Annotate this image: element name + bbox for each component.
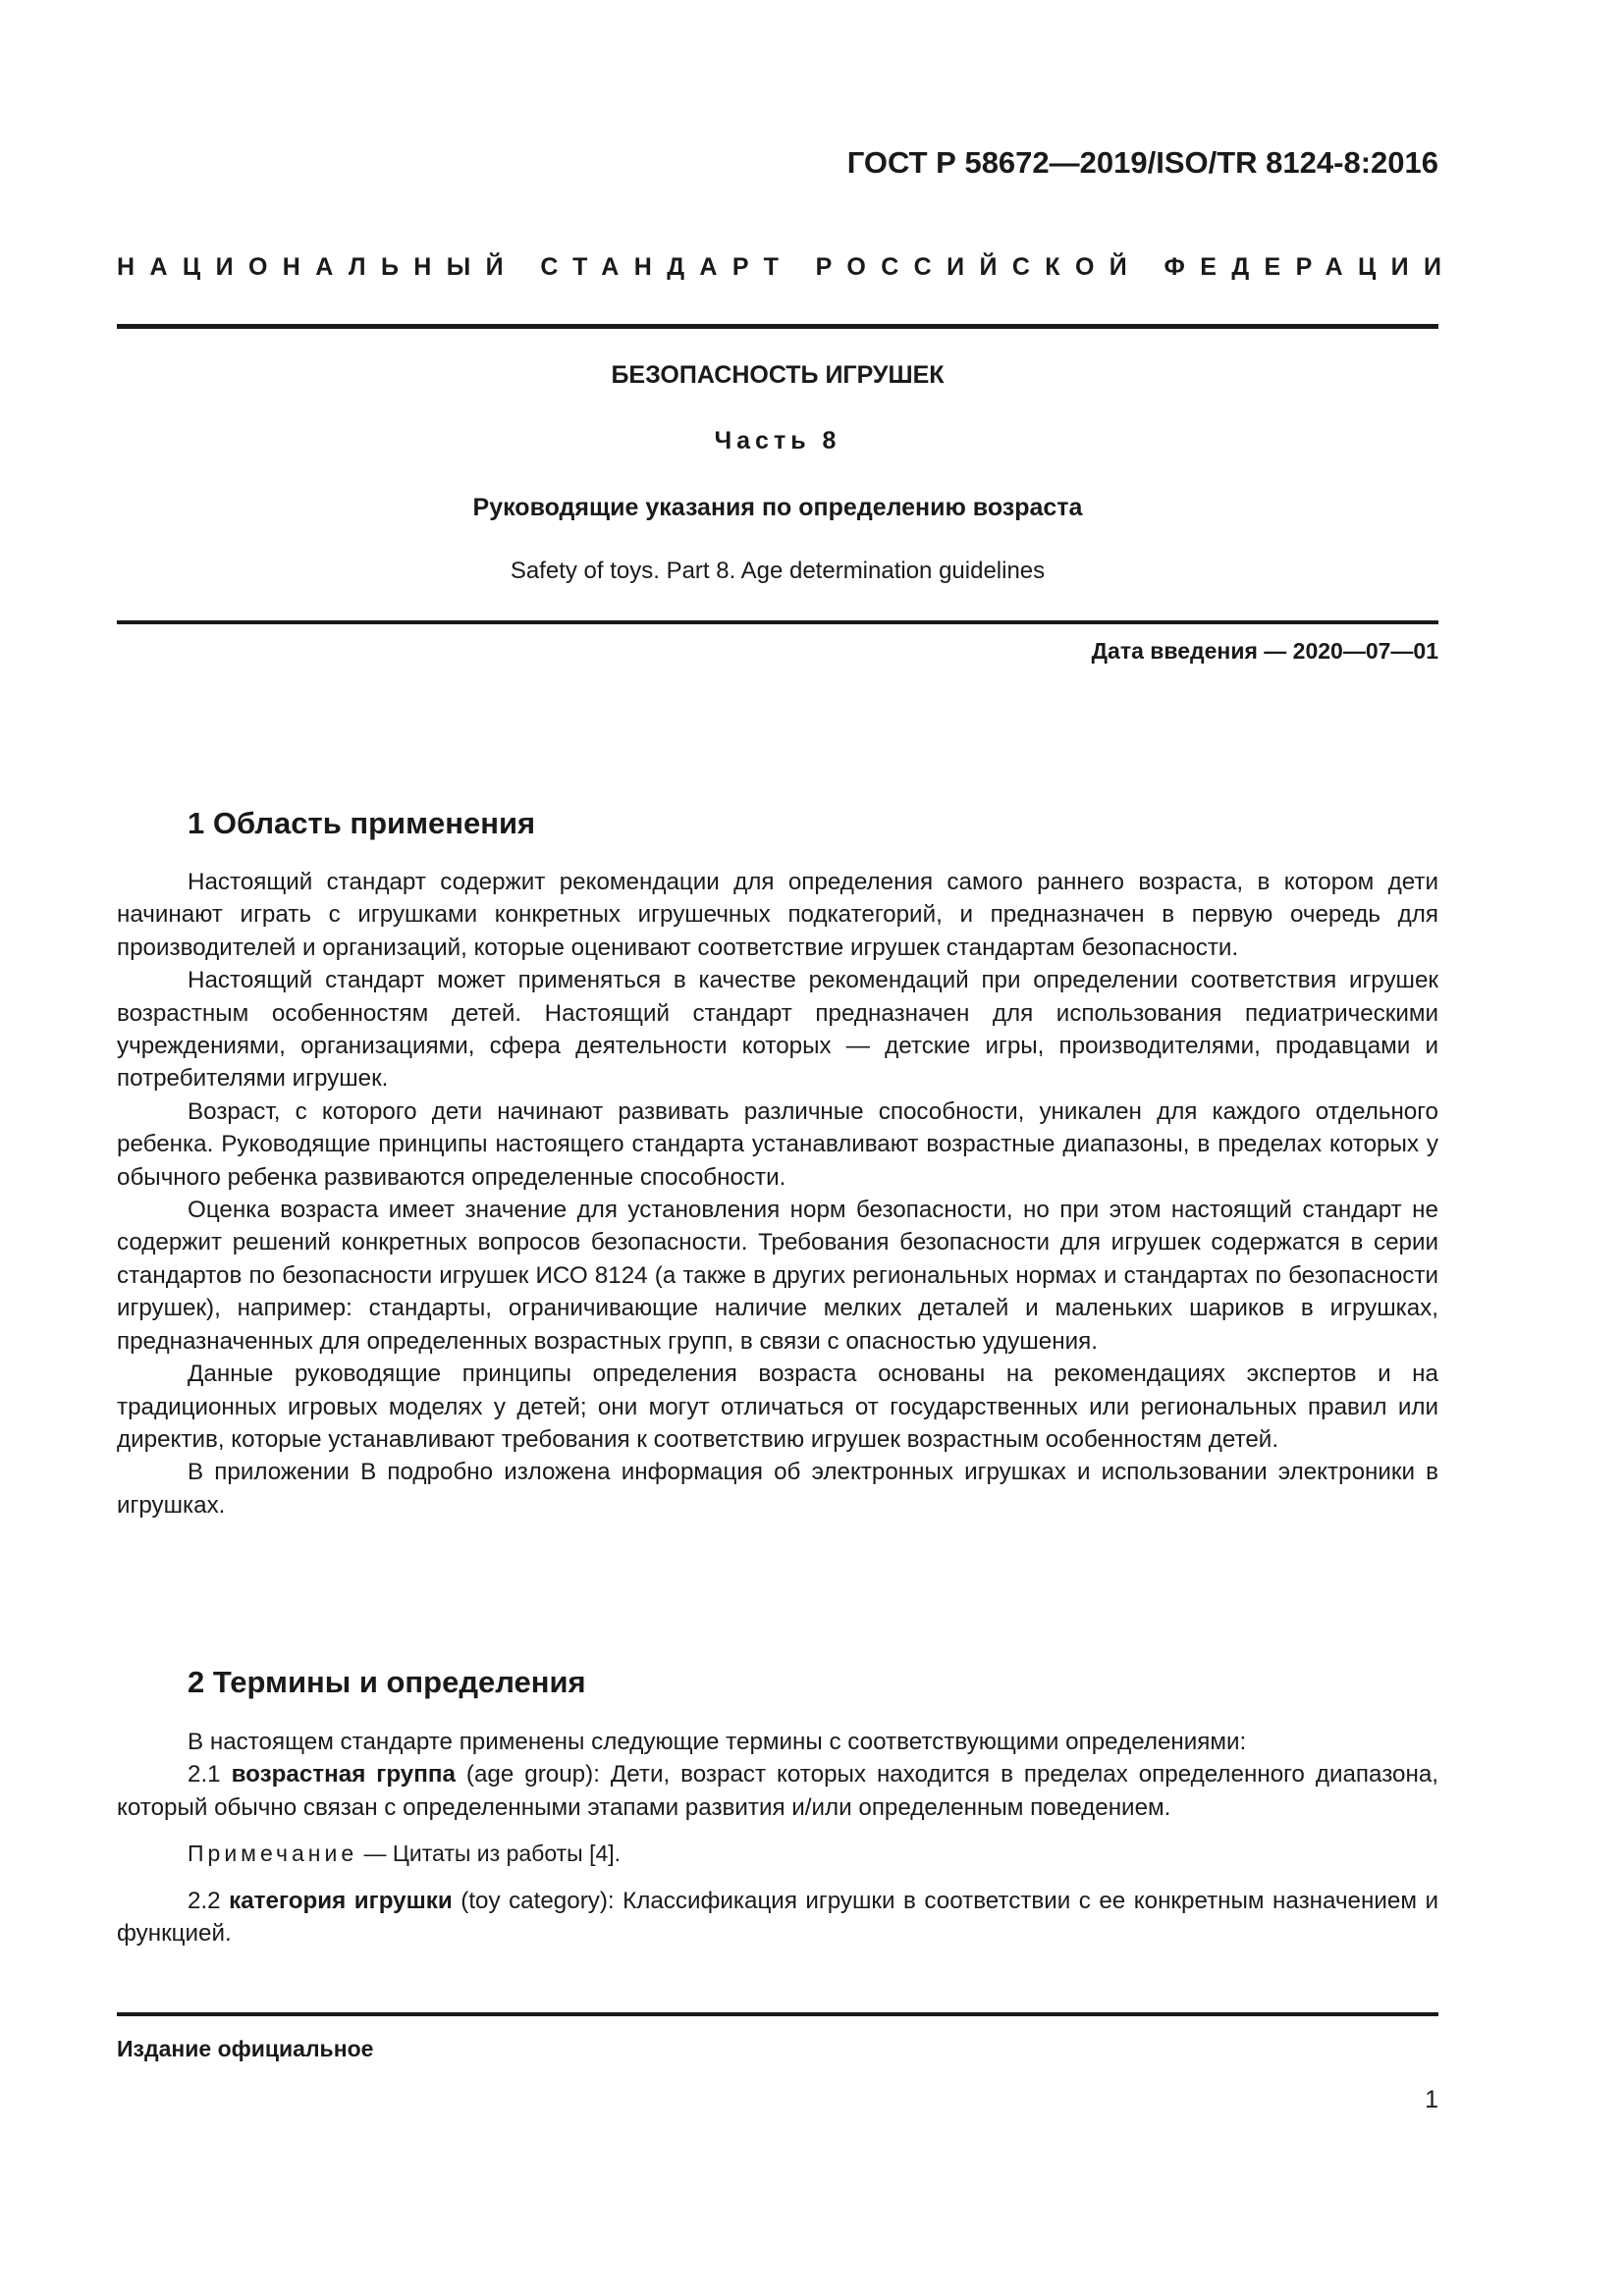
edition-label: Издание официальное (117, 2036, 374, 2061)
term-2-1 (117, 1758, 1438, 1824)
note-label: Примечание (188, 1841, 358, 1867)
term-name: возрастная группа (231, 1761, 456, 1789)
document-page (117, 0, 1457, 2296)
term-name: категория игрушки (229, 1887, 453, 1914)
note (117, 1838, 1438, 1870)
term-number: 2.1 (188, 1761, 221, 1789)
term-definition: (toy category): Классификация игрушки в соответствии с ее конкретным назначением и функцией. (117, 1887, 1438, 1948)
section-2-body (117, 1726, 1438, 1949)
section-1-paragraph: Возраст, с которого дети начинают развивать различные способности, уникален для каждого отдельного ребенка. Руководящие принципы настоящего стандарта устанавливают возрастные диапазоны, в пределах которых у обычного ребенка развиваются определенные способности. (117, 1097, 1438, 1191)
document-title: БЕЗОПАСНОСТЬ ИГРУШЕК (611, 361, 945, 389)
term-number: 2.2 (188, 1887, 221, 1914)
document-subtitle: Руководящие указания по определению возраста (472, 494, 1083, 521)
section-1-paragraph: Данные руководящие принципы определения возраста основаны на рекомендациях экспертов и на традиционных игровых моделях у детей; они могут отличаться от государственных или региональных правил или директив, которые устанавливают требования к соответствию игрушек возрастным особенностям детей. (117, 1361, 1438, 1453)
section-1-paragraph: Настоящий стандарт может применяться в качестве рекомендаций при определении соответствия игрушек возрастным особенностям детей. Настоящий стандарт предназначен для использования педиатрическими учреждениями, организациями, сфера деятельности которых — детские игры, производителями, продавцами и потребителями игрушек. (117, 967, 1438, 1093)
header-rule (117, 324, 1438, 329)
section-1-heading: 1 Область применения (188, 806, 536, 840)
section-2-heading: 2 Термины и определения (188, 1665, 586, 1699)
section-1-paragraph: Настоящий стандарт содержит рекомендации для определения самого раннего возраста, в котором дети начинают играть с игрушками конкретных игрушечных подкатегорий, и предназначен в первую очередь для производителей и организаций, которые оценивают соответствие игрушек стандартам безопасности. (117, 869, 1438, 961)
section-1-paragraph: В приложении В подробно изложена информация об электронных игрушках и использовании электроники в игрушках. (117, 1459, 1438, 1519)
section-1-body (117, 866, 1438, 1522)
national-standard-banner: НАЦИОНАЛЬНЫЙ СТАНДАРТ РОССИЙСКОЙ ФЕДЕРАЦИИ (117, 253, 1457, 281)
standard-designation: ГОСТ Р 58672—2019/ISO/TR 8124-8:2016 (846, 145, 1438, 180)
term-2-2 (117, 1885, 1438, 1950)
footer-rule (117, 2012, 1438, 2016)
effective-date: Дата введения — 2020—07—01 (1091, 638, 1438, 664)
document-part: Часть 8 (714, 427, 841, 454)
section-2-intro: В настоящем стандарте применены следующие термины с соответствующими определениями: (188, 1729, 1247, 1755)
term-definition: (age group): Дети, возраст которых находится в пределах определенного диапазона, который обычно связан с определенными этапами развития и/или определенным поведением. (117, 1761, 1438, 1821)
note-text: — Цитаты из работы [4]. (363, 1841, 622, 1867)
page-number: 1 (1425, 2086, 1438, 2113)
english-title: Safety of toys. Part 8. Age determination guidelines (510, 558, 1046, 584)
section-1-paragraph: Оценка возраста имеет значение для установления норм безопасности, но при этом настоящий стандарт не содержит решений конкретных вопросов безопасности. Требования безопасности для игрушек содержатся в серии стандартов по безопасности игрушек ИСО 8124 (а также в других региональных нормах и стандартах по безопасности игрушек), например: стандарты, ограничивающие наличие мелких деталей и маленьких шариков в игрушках, предназначенных для определенных возрастных групп, в связи с опасностью удушения. (117, 1197, 1438, 1355)
title-rule (117, 620, 1438, 624)
